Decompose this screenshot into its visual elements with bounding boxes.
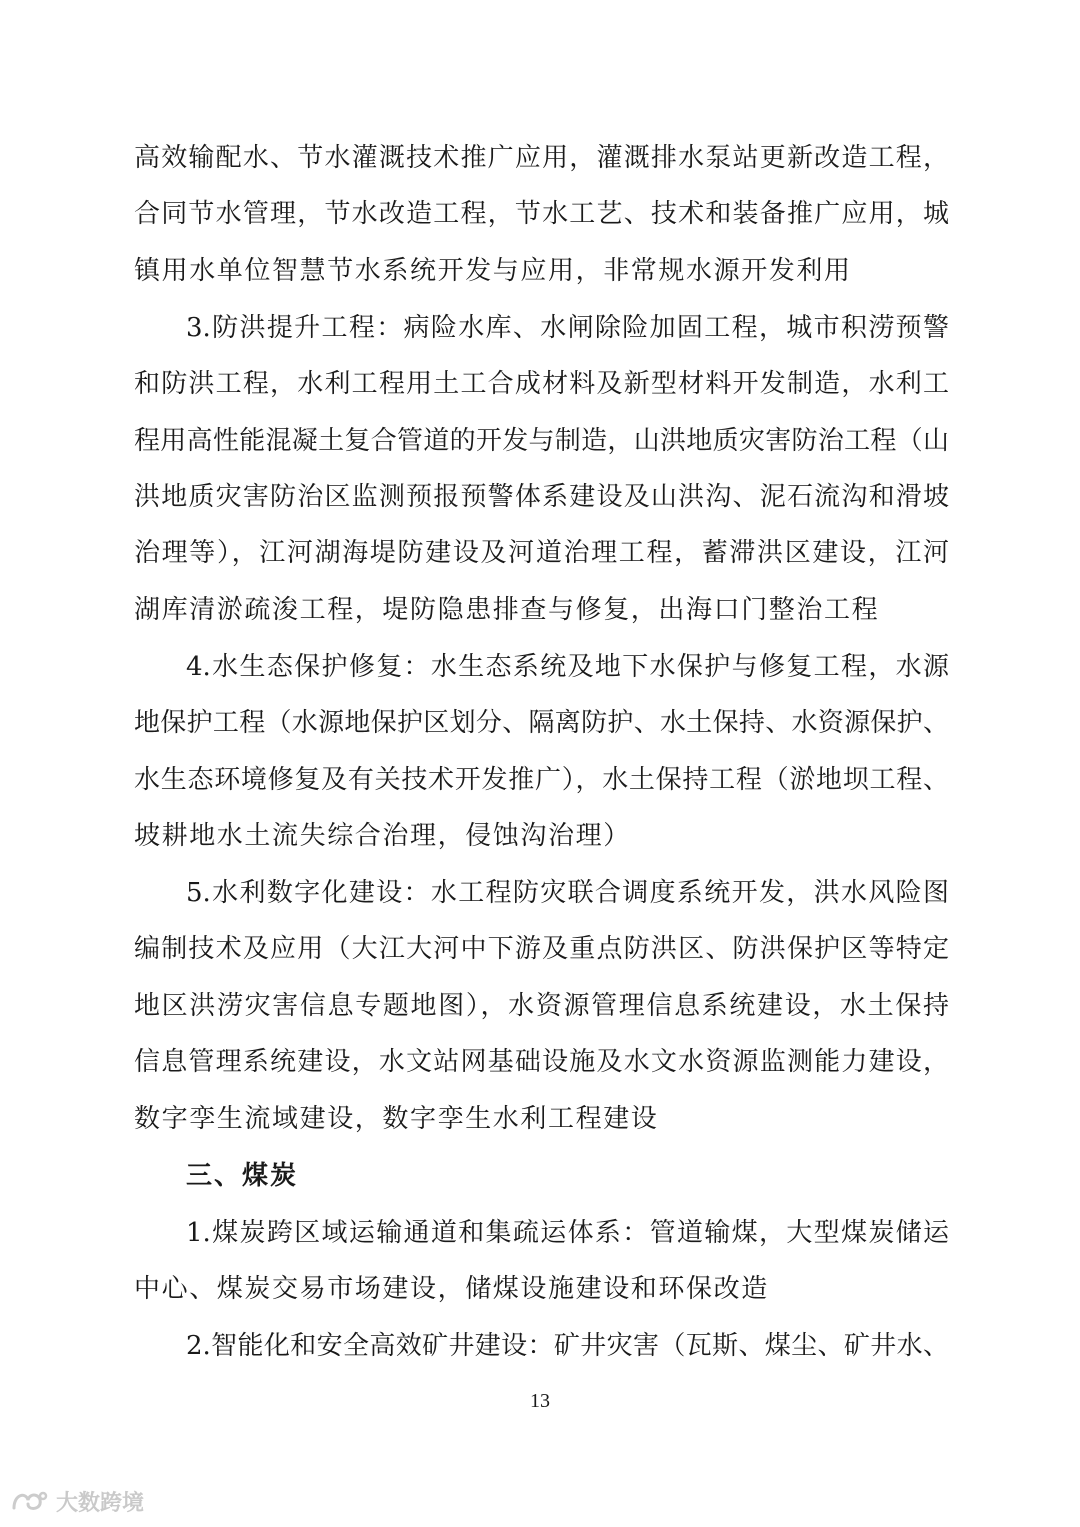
paragraph-line: 镇用水单位智慧节水系统开发与应用，非常规水源开发利用: [134, 256, 852, 286]
paragraph-line: 地保护工程（水源地保护区划分、隔离防护、水土保持、水资源保护、: [134, 708, 949, 738]
paragraph-line: 合同节水管理，节水改造工程，节水工艺、技术和装备推广应用，城: [134, 199, 949, 229]
paragraph-line: 湖库清淤疏浚工程，堤防隐患排查与修复，出海口门整治工程: [134, 595, 880, 625]
watermark-text: 大数跨境: [56, 1490, 145, 1516]
paragraph-line: 数字孪生流域建设，数字孪生水利工程建设: [134, 1104, 659, 1134]
paragraph-line: 信息管理系统建设，水文站网基础设施及水文水资源监测能力建设，: [134, 1047, 949, 1077]
paragraph-line: 水生态环境修复及有关技术开发推广），水土保持工程（淤地坝工程、: [134, 765, 949, 795]
paragraph-line: 4.水生态保护修复：水生态系统及地下水保护与修复工程，水源: [186, 652, 949, 682]
paragraph-line: 高效输配水、节水灌溉技术推广应用，灌溉排水泵站更新改造工程，: [134, 143, 949, 173]
page-number: 13: [530, 1390, 550, 1412]
paragraph-line: 中心、煤炭交易市场建设，储煤设施建设和环保改造: [134, 1274, 769, 1304]
watermark: [10, 1486, 144, 1516]
paragraph-line: 程用高性能混凝土复合管道的开发与制造，山洪地质灾害防治工程（山: [134, 426, 949, 456]
section-heading: 三、煤炭: [186, 1161, 299, 1191]
paragraph-line: 5.水利数字化建设：水工程防灾联合调度系统开发，洪水风险图: [186, 878, 949, 908]
paragraph-line: 坡耕地水土流失综合治理，侵蚀沟治理）: [134, 821, 631, 851]
paragraph-line: 地区洪涝灾害信息专题地图），水资源管理信息系统建设，水土保持: [134, 991, 949, 1021]
paragraph-line: 1.煤炭跨区域运输通道和集疏运体系：管道输煤，大型煤炭储运: [186, 1218, 949, 1248]
paragraph-line: 3.防洪提升工程：病险水库、水闸除险加固工程，城市积涝预警: [186, 313, 949, 343]
paragraph-line: 2.智能化和安全高效矿井建设：矿井灾害（瓦斯、煤尘、矿井水、: [186, 1331, 949, 1361]
paragraph-line: 洪地质灾害防治区监测预报预警体系建设及山洪沟、泥石流沟和滑坡: [134, 482, 949, 512]
paragraph-line: 治理等），江河湖海堤防建设及河道治理工程，蓄滞洪区建设，江河: [134, 538, 949, 568]
brand-logo-icon: [10, 1488, 50, 1514]
paragraph-line: 编制技术及应用（大江大河中下游及重点防洪区、防洪保护区等特定: [134, 934, 949, 964]
paragraph-line: 和防洪工程，水利工程用土工合成材料及新型材料开发制造，水利工: [134, 369, 949, 399]
